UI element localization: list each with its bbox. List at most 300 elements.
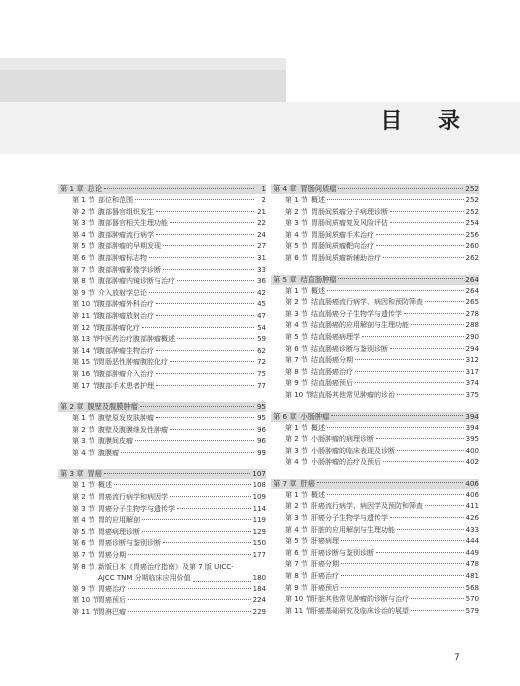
- section-title: 肝癌预后: [311, 583, 339, 592]
- section-number: 第 3 节: [285, 446, 308, 455]
- section-title: 胃癌流行病学和病因学: [98, 493, 168, 502]
- toc-entry[interactable]: [271, 583, 479, 595]
- section-number: 第 15 节: [72, 358, 100, 367]
- section-title: 胃肠间质瘤靶向治疗: [311, 242, 374, 251]
- toc-entry[interactable]: [271, 320, 479, 332]
- leader-dots: [149, 257, 254, 258]
- toc-entry[interactable]: [271, 230, 479, 242]
- entry-second-line: [98, 573, 266, 584]
- section-title: 腹部肿瘤的早期发现: [98, 242, 161, 251]
- toc-entry[interactable]: [271, 332, 479, 344]
- chapter-gap: [271, 469, 479, 479]
- section-number: 第 5 节: [285, 332, 308, 341]
- section-page: 72: [257, 358, 266, 367]
- section-number: 第 1 节: [285, 423, 308, 432]
- section-title: 中医药治疗腹部肿瘤概述: [98, 335, 175, 344]
- section-title: 腹膜瘤: [98, 448, 119, 457]
- chapter-page: 1: [261, 184, 266, 193]
- chapter-title: 总论: [87, 184, 102, 193]
- section-number: 第 7 节: [72, 265, 95, 274]
- section-number: 第 8 节: [72, 562, 95, 571]
- section-number: 第 2 节: [285, 207, 308, 216]
- toc-entry[interactable]: [58, 595, 266, 607]
- section-number: 第 7 节: [72, 551, 95, 560]
- toc-entry[interactable]: [271, 297, 479, 309]
- section-number: 第 4 节: [285, 458, 308, 467]
- leader-dots: [383, 461, 464, 462]
- section-title-continued: AJCC TNM 分期临床应用价值: [98, 573, 191, 582]
- section-number: 第 4 节: [72, 448, 95, 457]
- header-band-inner: [0, 70, 286, 102]
- leader-dots: [317, 482, 463, 483]
- toc-entry[interactable]: [271, 218, 479, 230]
- section-number: 第 12 节: [72, 323, 100, 332]
- leader-dots: [142, 531, 251, 532]
- toc-entry[interactable]: [58, 207, 266, 219]
- toc-entry[interactable]: [58, 562, 266, 584]
- section-number: 第 10 节: [285, 595, 313, 604]
- section-page: 24: [257, 230, 266, 239]
- leader-dots: [411, 324, 464, 325]
- section-number: 第 6 节: [285, 344, 308, 353]
- section-number: 第 5 节: [72, 527, 95, 536]
- section-page: 478: [465, 560, 479, 569]
- leader-dots: [142, 519, 251, 520]
- toc-entry[interactable]: [58, 276, 266, 288]
- section-number: 第 2 节: [285, 435, 308, 444]
- leader-dots: [163, 542, 251, 543]
- section-page: 252: [465, 207, 479, 216]
- leader-dots: [128, 611, 251, 612]
- section-number: 第 10 节: [72, 300, 100, 309]
- toc-entry[interactable]: [58, 218, 266, 230]
- chapter-gap: [58, 392, 266, 402]
- toc-entry[interactable]: [271, 390, 479, 402]
- section-page: 375: [465, 390, 479, 399]
- leader-dots: [156, 417, 254, 418]
- toc-entry[interactable]: [58, 480, 266, 492]
- section-page: 252: [465, 196, 479, 204]
- leader-dots: [177, 280, 254, 281]
- section-number: 第 11 节: [285, 606, 313, 615]
- section-number: 第 9 节: [72, 584, 95, 593]
- leader-dots: [411, 610, 464, 611]
- toc-entry[interactable]: [58, 413, 266, 425]
- toc-entry[interactable]: [271, 548, 479, 560]
- leader-dots: [170, 429, 254, 430]
- section-title: 肝脏其他常见肿瘤的诊断与治疗: [311, 595, 409, 604]
- section-page: 278: [465, 309, 479, 318]
- section-page: 45: [257, 300, 266, 309]
- section-title: 肝癌诊断与鉴别诊断: [311, 548, 374, 557]
- leader-dots: [341, 563, 464, 564]
- section-page: 180: [252, 573, 266, 582]
- chapter-number: 第 5 章: [273, 274, 297, 284]
- section-title: 胃癌病理诊断: [98, 527, 140, 536]
- section-number: 第 5 节: [72, 242, 95, 251]
- section-number: 第 11 节: [72, 607, 100, 616]
- section-title: 胃癌诊断与鉴别诊断: [98, 539, 161, 548]
- toc-entry[interactable]: [271, 536, 479, 548]
- toc-entry[interactable]: [58, 357, 266, 369]
- chapter-gap: [271, 402, 479, 412]
- section-number: 第 4 节: [72, 230, 95, 239]
- section-number: 第 2 节: [285, 298, 308, 307]
- leader-dots: [397, 450, 464, 451]
- section-number: 第 3 节: [285, 219, 308, 228]
- toc-entry[interactable]: [271, 434, 479, 446]
- section-page: 256: [465, 230, 479, 239]
- section-title: 结直肠癌的应用解剖与生理功能: [311, 321, 409, 330]
- chapter-number: 第 3 章: [60, 469, 84, 479]
- section-page: 21: [257, 207, 266, 216]
- chapter-heading[interactable]: [58, 402, 266, 412]
- section-page: 42: [257, 288, 266, 297]
- toc-entry[interactable]: [58, 299, 266, 311]
- section-page: 77: [257, 381, 266, 390]
- toc-entry[interactable]: [58, 436, 266, 448]
- toc-entry[interactable]: [58, 515, 266, 527]
- toc-entry[interactable]: [58, 504, 266, 516]
- section-page: 150: [252, 539, 266, 548]
- toc-entry[interactable]: [271, 253, 479, 265]
- leader-dots: [376, 245, 464, 246]
- chapter-title: 肝癌: [300, 478, 315, 488]
- section-page: 317: [465, 367, 479, 376]
- leader-dots: [376, 234, 464, 235]
- section-title: 小肠肿瘤的临床表现及诊断: [311, 446, 395, 455]
- section-page: 96: [257, 437, 266, 446]
- section-number: 第 7 节: [285, 356, 308, 365]
- section-title: 新版日本《胃癌治疗指南》及第 7 版 UICC-: [98, 562, 234, 571]
- toc-entry[interactable]: [58, 253, 266, 265]
- leader-dots: [128, 599, 251, 600]
- section-page: 99: [257, 448, 266, 457]
- section-title: 概述: [311, 286, 325, 295]
- toc-entry[interactable]: [271, 423, 479, 435]
- chapter-heading[interactable]: [58, 469, 266, 479]
- chapter-page: 107: [252, 469, 266, 479]
- section-title: 腹部肿瘤生物治疗: [98, 346, 154, 355]
- toc-entry[interactable]: [271, 490, 479, 502]
- section-page: 481: [465, 572, 479, 581]
- leader-dots: [128, 588, 251, 589]
- section-page: 568: [465, 583, 479, 592]
- toc-entry[interactable]: [271, 367, 479, 379]
- toc-entry[interactable]: [58, 311, 266, 323]
- section-page: 449: [465, 548, 479, 557]
- section-page: 184: [252, 584, 266, 593]
- section-title: 胃癌预后: [98, 596, 126, 605]
- section-number: 第 8 节: [285, 572, 308, 581]
- toc-entry[interactable]: [58, 195, 266, 207]
- leader-dots: [338, 278, 463, 279]
- leader-dots: [327, 199, 464, 200]
- section-page: 62: [257, 346, 266, 355]
- section-number: 第 11 节: [72, 311, 100, 320]
- toc-entry[interactable]: [271, 571, 479, 583]
- section-number: 第 1 节: [72, 414, 95, 423]
- section-number: 第 2 节: [72, 425, 95, 434]
- section-title: 胃肠间质瘤手术治疗: [311, 230, 374, 239]
- section-page: 22: [257, 219, 266, 228]
- leader-dots: [149, 292, 254, 293]
- leader-dots: [341, 575, 464, 576]
- toc-entry[interactable]: [271, 446, 479, 458]
- section-page: 312: [465, 356, 479, 365]
- chapter-heading[interactable]: [271, 479, 479, 489]
- chapter-heading[interactable]: [271, 412, 479, 422]
- toc-entry[interactable]: [271, 207, 479, 219]
- leader-dots: [338, 188, 463, 189]
- leader-dots: [114, 484, 251, 485]
- toc-entry[interactable]: [58, 492, 266, 504]
- section-number: 第 4 节: [285, 525, 308, 534]
- leader-dots: [177, 338, 254, 339]
- section-number: 第 8 节: [72, 277, 95, 286]
- section-page: 96: [257, 425, 266, 434]
- chapter-heading[interactable]: [271, 184, 479, 194]
- leader-dots: [170, 361, 254, 362]
- leader-dots: [383, 257, 464, 258]
- toc-entry[interactable]: [58, 425, 266, 437]
- section-page: 394: [465, 423, 479, 432]
- leader-dots: [327, 427, 464, 428]
- section-number: 第 3 节: [285, 514, 308, 523]
- leader-dots: [390, 517, 464, 518]
- section-number: 第 10 节: [285, 390, 313, 399]
- section-title: 部位和范围: [98, 196, 133, 204]
- section-title: 小肠肿瘤的治疗及预后: [311, 458, 381, 467]
- section-page: 114: [252, 504, 266, 513]
- section-page: 262: [465, 253, 479, 262]
- section-number: 第 4 节: [285, 230, 308, 239]
- toc-entry[interactable]: [58, 538, 266, 550]
- toc-entry[interactable]: [58, 369, 266, 381]
- section-number: 第 6 节: [72, 539, 95, 548]
- section-page: 395: [465, 435, 479, 444]
- chapter-page: 264: [465, 274, 479, 284]
- section-title: 肝脏的应用解剖与生理功能: [311, 525, 395, 534]
- chapter-heading[interactable]: [58, 184, 266, 194]
- section-title: 肝癌分子生物学与遗传学: [311, 514, 388, 523]
- section-page: 411: [465, 502, 479, 511]
- leader-dots: [156, 350, 254, 351]
- toc-entry[interactable]: [271, 195, 479, 207]
- leader-dots: [390, 222, 464, 223]
- leader-dots: [170, 222, 254, 223]
- section-page: 288: [465, 321, 479, 330]
- leader-dots: [140, 406, 254, 407]
- section-title: 胃肠间质瘤新辅助治疗: [311, 253, 381, 262]
- toc-entry[interactable]: [58, 527, 266, 539]
- leader-dots: [156, 211, 254, 212]
- section-number: 第 3 节: [72, 437, 95, 446]
- leader-dots: [341, 540, 464, 541]
- section-page: 47: [257, 311, 266, 320]
- section-title: 腹部肿瘤放射治疗: [98, 311, 154, 320]
- section-number: 第 1 节: [72, 481, 95, 490]
- section-page: 33: [257, 265, 266, 274]
- section-title: 腹壁及腹膜继发性肿瘤: [98, 425, 168, 434]
- chapter-gap: [58, 459, 266, 469]
- toc-entry[interactable]: [58, 550, 266, 562]
- section-number: 第 1 节: [72, 196, 95, 204]
- section-title: 胃癌分子生物学与遗传学: [98, 504, 175, 513]
- page-number: 7: [454, 653, 460, 663]
- toc-entry[interactable]: [271, 501, 479, 513]
- chapter-title: 结直肠肿瘤: [300, 274, 337, 284]
- chapter-number: 第 2 章: [60, 402, 84, 412]
- entry-text-block: [98, 562, 266, 584]
- toc-entry[interactable]: [58, 288, 266, 300]
- leader-dots: [163, 245, 254, 246]
- chapter-heading[interactable]: [271, 275, 479, 285]
- section-page: 27: [257, 242, 266, 251]
- section-page: 36: [257, 277, 266, 286]
- toc-entry[interactable]: [58, 323, 266, 335]
- section-title: 腹部肿瘤介入治疗: [98, 369, 154, 378]
- toc-entry[interactable]: [58, 334, 266, 346]
- toc-entry[interactable]: [58, 241, 266, 253]
- leader-dots: [327, 290, 464, 291]
- leader-dots: [142, 327, 254, 328]
- section-number: 第 6 节: [72, 253, 95, 262]
- section-page: 406: [465, 490, 479, 499]
- section-page: 31: [257, 253, 266, 262]
- leader-dots: [135, 440, 254, 441]
- leader-dots: [376, 552, 464, 553]
- section-number: 第 6 节: [285, 253, 308, 262]
- toc-entry[interactable]: [58, 230, 266, 242]
- section-page: 119: [252, 516, 266, 525]
- section-page: 224: [252, 596, 266, 605]
- section-number: 第 9 节: [72, 288, 95, 297]
- section-number: 第 17 节: [72, 381, 100, 390]
- chapter-title: 胃肠间质瘤: [300, 184, 337, 193]
- section-title: 腹部肿瘤外科治疗: [98, 300, 154, 309]
- section-title: 腹部肿瘤内镜诊断与治疗: [98, 277, 175, 286]
- section-title: 腹部肿瘤流行病学: [98, 230, 154, 239]
- leader-dots: [376, 438, 464, 439]
- toc-left-column: [58, 184, 266, 618]
- section-title: 结直肠癌治疗: [311, 367, 353, 376]
- section-page: 264: [465, 286, 479, 295]
- section-page: 260: [465, 242, 479, 251]
- toc-entry[interactable]: [58, 448, 266, 460]
- toc-entry[interactable]: [271, 457, 479, 469]
- toc-entry[interactable]: [58, 265, 266, 277]
- chapter-gap: [271, 265, 479, 275]
- section-title: 胃的应用解剖: [98, 516, 140, 525]
- leader-dots: [121, 452, 254, 453]
- section-page: 579: [465, 606, 479, 615]
- section-title: 概述: [98, 481, 112, 490]
- section-title: 肝癌基础研究及临床诊治的展望: [311, 606, 409, 615]
- leader-dots: [156, 234, 254, 235]
- leader-dots: [404, 313, 464, 314]
- section-number: 第 2 节: [72, 493, 95, 502]
- chapter-page: 394: [465, 411, 479, 421]
- section-number: 第 3 节: [72, 219, 95, 228]
- toc-right-column: [271, 184, 479, 617]
- section-title: 腹部肿瘤标志物: [98, 253, 147, 262]
- section-page: 400: [465, 446, 479, 455]
- section-title: 结直肠其他常见肿瘤的诊治: [311, 390, 395, 399]
- chapter-page: 252: [465, 184, 479, 193]
- section-page: 109: [252, 493, 266, 502]
- section-number: 第 7 节: [285, 560, 308, 569]
- section-title: 结直肠癌流行病学、病因和预防筛查: [311, 298, 423, 307]
- leader-dots: [163, 269, 254, 270]
- toc-entry[interactable]: [271, 344, 479, 356]
- section-page: 108: [252, 481, 266, 490]
- section-title: 腹部肿瘤化疗: [98, 323, 140, 332]
- toc-entry[interactable]: [271, 606, 479, 618]
- toc-entry[interactable]: [271, 355, 479, 367]
- leader-dots: [425, 301, 464, 302]
- leader-dots: [355, 359, 464, 360]
- section-page: 265: [465, 298, 479, 307]
- section-title: 腹壁原发皮肤肿瘤: [98, 414, 154, 423]
- section-title: 腹部器官组织发生: [98, 207, 154, 216]
- chapter-number: 第 6 章: [273, 411, 297, 421]
- section-page: 433: [465, 525, 479, 534]
- toc-entry[interactable]: [58, 607, 266, 619]
- section-page: 570: [465, 595, 479, 604]
- section-page: 402: [465, 458, 479, 467]
- chapter-number: 第 1 章: [60, 184, 84, 193]
- section-page: 374: [465, 379, 479, 388]
- toc-entry[interactable]: [271, 525, 479, 537]
- toc-entry[interactable]: [271, 513, 479, 525]
- leader-dots: [355, 382, 464, 383]
- section-title: 介入放射学总论: [98, 288, 147, 297]
- leader-dots: [397, 529, 464, 530]
- section-title: 结直肠癌分期: [311, 356, 353, 365]
- section-title: 结直肠癌诊断与鉴别诊断: [311, 344, 388, 353]
- section-number: 第 2 节: [72, 207, 95, 216]
- toc-entry[interactable]: [271, 559, 479, 571]
- toc-entry[interactable]: [271, 378, 479, 390]
- toc-entry[interactable]: [58, 346, 266, 358]
- section-title: 概述: [311, 490, 325, 499]
- leader-dots: [156, 303, 254, 304]
- section-number: 第 9 节: [285, 583, 308, 592]
- section-title: 肝癌治疗: [311, 572, 339, 581]
- section-page: 426: [465, 514, 479, 523]
- section-number: 第 8 节: [285, 367, 308, 376]
- leader-dots: [362, 336, 464, 337]
- section-title: 肝癌分期: [311, 560, 339, 569]
- toc-entry[interactable]: [58, 381, 266, 393]
- leader-dots: [411, 598, 464, 599]
- toc-entry[interactable]: [271, 241, 479, 253]
- section-page: 177: [252, 551, 266, 560]
- toc-entry[interactable]: [271, 286, 479, 298]
- toc-entry[interactable]: [271, 594, 479, 606]
- section-number: 第 6 节: [285, 548, 308, 557]
- section-number: 第 9 节: [285, 379, 308, 388]
- toc-entry[interactable]: [58, 584, 266, 596]
- section-title: 小肠肿瘤的病理诊断: [311, 435, 374, 444]
- chapter-page: 406: [465, 478, 479, 488]
- leader-dots: [425, 505, 464, 506]
- leader-dots: [170, 496, 251, 497]
- toc-entry[interactable]: [271, 309, 479, 321]
- section-number: 第 14 节: [72, 346, 100, 355]
- leader-dots: [156, 385, 254, 386]
